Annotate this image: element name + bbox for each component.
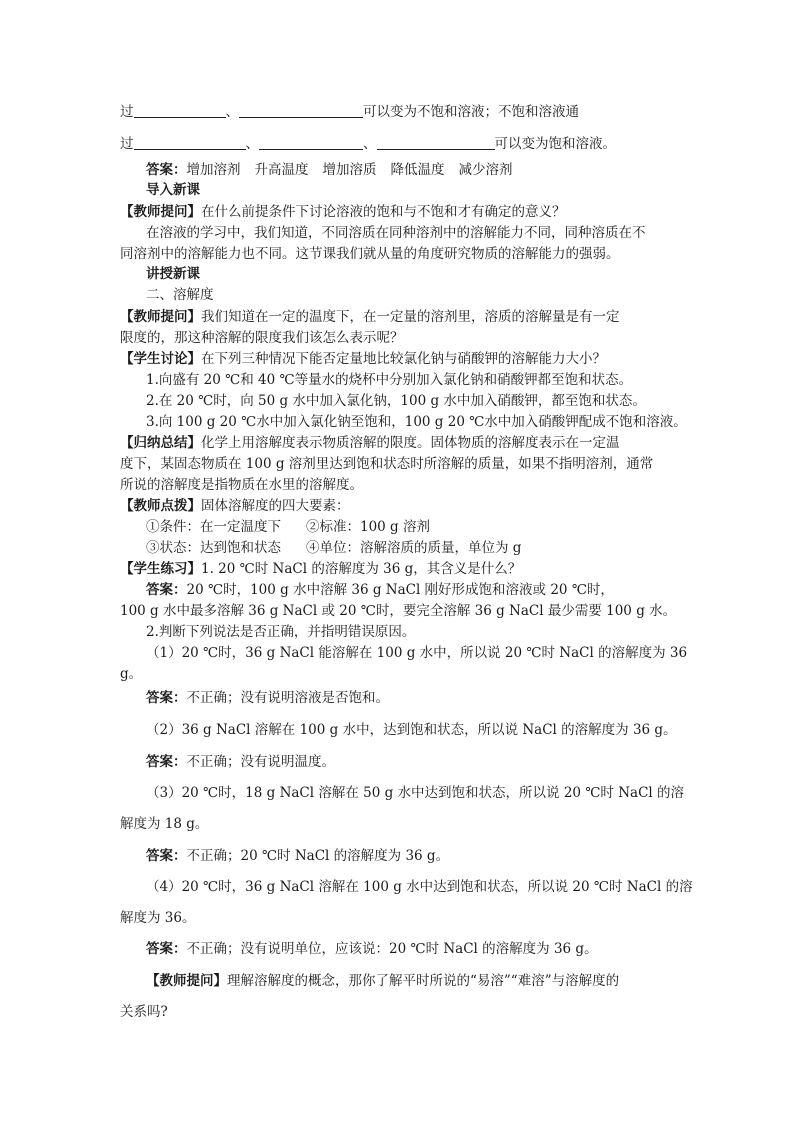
tag: 【教师提问】 bbox=[120, 204, 201, 220]
text: 我们知道在一定的温度下，在一定量的溶剂里，溶质的溶解量是有一定 bbox=[201, 309, 620, 325]
heading-intro: 导入新课 bbox=[146, 182, 200, 198]
blank-field[interactable] bbox=[239, 103, 363, 118]
answer-line bbox=[146, 161, 513, 179]
answer-label: 答案： bbox=[146, 754, 187, 770]
paragraph-line: 关系吗? bbox=[120, 1004, 168, 1020]
paragraph-line: 度下，某固态物质在 100 g 溶剂里达到饱和状态时所溶解的质量，如果不指明溶剂，通常 bbox=[120, 456, 654, 472]
text: 不正确；没有说明单位，应该说：20 ℃时 NaCl 的溶解度为 36 g。 bbox=[186, 941, 598, 957]
text: 、 bbox=[363, 136, 377, 152]
text: 固体溶解度的四大要素： bbox=[201, 498, 350, 514]
student-practice bbox=[120, 560, 521, 578]
answer-label: 答案： bbox=[146, 941, 187, 957]
answer-line bbox=[146, 753, 335, 771]
tag: 【学生练习】 bbox=[120, 561, 201, 577]
text: 在什么前提条件下讨论溶液的饱和与不饱和才有确定的意义？ bbox=[201, 204, 566, 220]
answer-item: 增加溶质 bbox=[322, 162, 377, 178]
statement-4: （4）20 ℃时，36 g NaCl 溶解在 100 g 水中达到饱和状态，所以说 20 ℃时 NaCl 的溶 bbox=[146, 879, 693, 895]
summary bbox=[120, 434, 620, 452]
question-line: 2.判断下列说法是否正确，并指明错误原因。 bbox=[146, 624, 416, 640]
text: 过 bbox=[120, 136, 134, 152]
blank-field[interactable] bbox=[377, 135, 495, 150]
text: 化学上用溶解度表示物质溶解的限度。固体物质的溶解度表示在一定温 bbox=[201, 435, 620, 451]
element-row bbox=[146, 539, 521, 557]
statement-2: （2）36 g NaCl 溶解在 100 g 水中，达到饱和状态，所以说 NaCl 的溶解度为 36 g。 bbox=[146, 722, 677, 738]
element-item: ④单位：溶解溶质的质量，单位为 g bbox=[306, 540, 522, 556]
teacher-question-1 bbox=[120, 203, 566, 221]
text: 在下列三种情况下能否定量地比较氯化钠与硝酸钾的溶解能力大小？ bbox=[201, 351, 606, 367]
text: 、 bbox=[225, 104, 239, 120]
section-title: 二、溶解度 bbox=[146, 287, 214, 303]
fill-in-line-2 bbox=[120, 135, 616, 153]
answer-item: 减少溶剂 bbox=[458, 162, 513, 178]
element-item: ①条件：在一定温度下 bbox=[146, 519, 281, 535]
paragraph-line: 解度为 36。 bbox=[120, 910, 196, 926]
paragraph-line: 解度为 18 g。 bbox=[120, 816, 209, 832]
paragraph-line: 同溶剂中的溶解能力也不同。这节课我们就从量的角度研究物质的溶解能力的强弱。 bbox=[120, 246, 620, 262]
teacher-tip bbox=[120, 497, 350, 515]
tag: 【教师点拨】 bbox=[120, 498, 201, 514]
blank-field[interactable] bbox=[134, 135, 246, 150]
answer-line bbox=[146, 847, 449, 865]
text: 可以变为饱和溶液。 bbox=[494, 136, 616, 152]
list-item: 1.向盛有 20 ℃和 40 ℃等量水的烧杯中分别加入氯化钠和硝酸钾都至饱和状态。 bbox=[146, 372, 633, 388]
answer-label: 答案： bbox=[146, 162, 187, 178]
tag: 【教师提问】 bbox=[120, 309, 201, 325]
fill-in-line-1 bbox=[120, 103, 579, 121]
answer-item: 增加溶剂 bbox=[186, 162, 241, 178]
text: 、 bbox=[245, 136, 259, 152]
teacher-question-3 bbox=[146, 972, 619, 990]
list-item: 3.向 100 g 20 ℃水中加入氯化钠至饱和，100 g 20 ℃水中加入硝酸钾配成不饱和溶液。 bbox=[146, 414, 687, 430]
paragraph-line: 所说的溶解度是指物质在水里的溶解度。 bbox=[120, 477, 363, 493]
list-item: 2.在 20 ℃时，向 50 g 水中加入氯化钠，100 g 水中加入硝酸钾，都至饱和状态。 bbox=[146, 393, 646, 409]
element-row bbox=[146, 518, 430, 536]
answer-item: 降低温度 bbox=[390, 162, 445, 178]
statement-1: （1）20 ℃时，36 g NaCl 能溶解在 100 g 水中，所以说 20 ℃时 NaCl 的溶解度为 36 bbox=[146, 645, 688, 661]
answer-item: 升高温度 bbox=[254, 162, 309, 178]
text: 20 ℃时，100 g 水中溶解 36 g NaCl 刚好形成饱和溶液或 20 ℃时， bbox=[186, 582, 614, 598]
teacher-question-2 bbox=[120, 308, 620, 326]
blank-field[interactable] bbox=[134, 103, 226, 118]
heading-teach: 讲授新课 bbox=[146, 266, 200, 282]
text: 1. 20 ℃时 NaCl 的溶解度为 36 g，其含义是什么？ bbox=[201, 561, 522, 577]
paragraph-line: g。 bbox=[120, 666, 143, 682]
paragraph-line: 限度的，那这种溶解的限度我们该怎么表示呢？ bbox=[120, 330, 404, 346]
text: 不正确；20 ℃时 NaCl 的溶解度为 36 g。 bbox=[186, 848, 450, 864]
paragraph-line: 100 g 水中最多溶解 36 g NaCl 或 20 ℃时，要完全溶解 36 g NaCl 最少需要 100 g 水。 bbox=[120, 603, 677, 619]
tag: 【学生讨论】 bbox=[120, 351, 201, 367]
answer-line bbox=[146, 940, 598, 958]
element-item: ②标准：100 g 溶剂 bbox=[306, 519, 430, 535]
answer-label: 答案： bbox=[146, 848, 187, 864]
text: 理解溶解度的概念，那你了解平时所说的“易溶”“难溶”与溶解度的 bbox=[227, 973, 620, 989]
element-item: ③状态：达到饱和状态 bbox=[146, 540, 281, 556]
text: 不正确；没有说明温度。 bbox=[186, 754, 335, 770]
tag: 【教师提问】 bbox=[146, 973, 227, 989]
answer-line bbox=[146, 689, 389, 707]
text: 可以变为不饱和溶液；不饱和溶液通 bbox=[363, 104, 579, 120]
text: 过 bbox=[120, 104, 134, 120]
answer-line bbox=[146, 581, 614, 599]
statement-3: （3）20 ℃时，18 g NaCl 溶解在 50 g 水中达到饱和状态，所以说 20 ℃时 NaCl 的溶 bbox=[146, 785, 685, 801]
student-discussion bbox=[120, 350, 606, 368]
paragraph-line: 在溶液的学习中，我们知道，不同溶质在同种溶剂中的溶解能力不同，同种溶质在不 bbox=[146, 225, 646, 241]
answer-label: 答案： bbox=[146, 690, 187, 706]
text: 不正确；没有说明溶液是否饱和。 bbox=[186, 690, 389, 706]
tag: 【归纳总结】 bbox=[120, 435, 201, 451]
answer-label: 答案： bbox=[146, 582, 187, 598]
blank-field[interactable] bbox=[259, 135, 363, 150]
